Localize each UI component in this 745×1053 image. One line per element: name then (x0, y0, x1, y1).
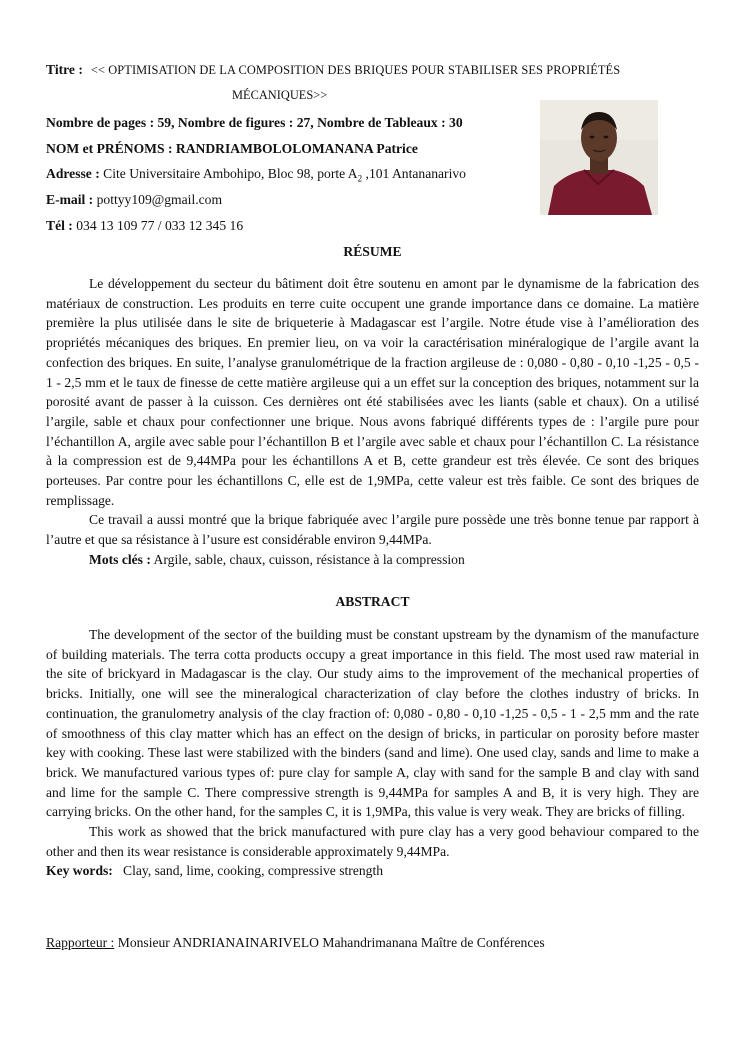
keywords-value: Argile, sable, chaux, cuisson, résistance à la compression (150, 551, 465, 567)
resume-paragraph-2: Ce travail a aussi montré que la brique fabriquée avec l’argile pure possède une très bonne tenue par rapport à l’autre et que sa résistance à l’usure est considérable environ 9,44MPa. (46, 512, 699, 548)
abstract-paragraph-2: This work as showed that the brick manufactured with pure clay has a very good behaviour compared to the other and then its wear resistance is considerable approximately 9,44MPa. (46, 824, 699, 859)
address-label: Adresse : (46, 166, 100, 181)
phone-value: 034 13 109 77 / 033 12 345 16 (76, 218, 244, 233)
counts-text: Nombre de pages : 59, Nombre de figures : 27, Nombre de Tableaux : 30 (46, 115, 463, 130)
rapporteur-value: Monsieur ANDRIANAINARIVELO Mahandrimanana Maître de Conférences (114, 935, 545, 950)
title-line (46, 62, 620, 78)
author-name-line (46, 141, 418, 157)
resume-paragraph-1: Le développement du secteur du bâtiment doit être soutenu en amont par le dynamisme de la fabrication des matériaux de construction. Les produits en terre cuite occupent une grande importance dans ce domaine. La matière première la plus utilisée dans le site de briqueterie à Madagascar est l’argile. Notre étude vise à l’amélioration des propriétés mécaniques des briques. En premier lieu, on va voir la caractérisation minéralogique de l’argile avant la confection des briques. En suite, l’analyse granulométrique de la fraction argileuse de : 0,080 - 0,80 - 0,10 -1,25 - 0,5 - 1 - 2,5 mm et le taux de finesse de cette matière argileuse qui a un effet sur la conception des briques, notamment sur la porosité avant de passer à la cuisson. Ces dernières ont été stabilisées avec les liants (sable et chaux). On a utilisé l’argile, sable et chaux pour confectionner une brique. Nous avons fabriqué différents types de : l’argile pure pour l’échantillon A, argile avec sable pour l’échantillon B et l’argile avec sable et chaux pour l’échantillon C. La résistance à la compression est de 9,44MPa pour les échantillons A et B, cette grandeur est très élevée. Ce sont des briques porteuses. Par contre pour les échantillons C, elle est de 1,9MPa, cette valeur est très faible. Ce sont des briques de remplissage. (46, 276, 699, 508)
key-words-value: Clay, sand, lime, cooking, compressive strength (112, 863, 384, 879)
document-counts (46, 115, 463, 131)
resume-heading: RÉSUME (343, 244, 402, 259)
abstract-heading: ABSTRACT (335, 594, 410, 609)
email-line (46, 192, 222, 208)
email-value: pottyy109@gmail.com (96, 192, 223, 207)
resume-body (46, 274, 699, 570)
portrait-image (540, 100, 658, 215)
key-words-label: Key words: (46, 863, 113, 879)
email-label: E-mail : (46, 192, 94, 207)
name-value: RANDRIAMBOLOLOMANANA Patrice (175, 141, 418, 156)
phone-label: Tél : (46, 218, 73, 233)
rapporteur-label: Rapporteur : (46, 935, 115, 950)
keywords-label: Mots clés : (89, 551, 151, 567)
resume-keywords (46, 550, 699, 570)
abstract-paragraph-1: The development of the sector of the building must be constant upstream by the dynamism of the manufacture of building materials. The terra cotta products occupy a great importance in this field. The most used raw material in the site of brickyard in Madagascar is the clay. Our study aims to the improvement of the mechanical properties of bricks. Initially, one will see the mineralogical characterization of clay before the clothes industry of bricks. In continuation, the granulometry analysis of the clay fraction of: 0,080 - 0,80 - 0,10 -1,25 - 0,5 - 1 - 2,5 mm and the rate of smoothness of this clay matter which has an effect on the design of bricks, in particular on porosity before master key with cooking. These last were stabilized with the binders (sand and lime). One used clay, sands and lime to make a brick. We manufactured various types of: pure clay for sample A, clay with sand for the sample B and clay with sand and lime for the sample C. There compressive strength is 9,44MPa for samples A and B, it is very high. They are carrying bricks. On the other hand, for the samples C, it is 1,9MPa, this value is very weak. They are bricks of filling. (46, 627, 699, 820)
address-line (46, 166, 466, 184)
address-value: Cite Universitaire Ambohipo, Bloc 98, porte $A_2$ ,101 Antananarivo (103, 166, 466, 184)
abstract-keywords (46, 861, 699, 881)
rapporteur-line (46, 935, 545, 951)
title-label: Titre : (46, 62, 83, 77)
title-text: << OPTIMISATION DE LA COMPOSITION DES BRIQUES POUR STABILISER SES PROPRIÉTÉS (90, 63, 621, 77)
title-text-continued: MÉCANIQUES>> (232, 88, 328, 102)
phone-line (46, 218, 243, 234)
name-label: NOM et PRÉNOMS : (46, 141, 173, 156)
author-photo (540, 100, 658, 215)
abstract-body (46, 625, 699, 881)
